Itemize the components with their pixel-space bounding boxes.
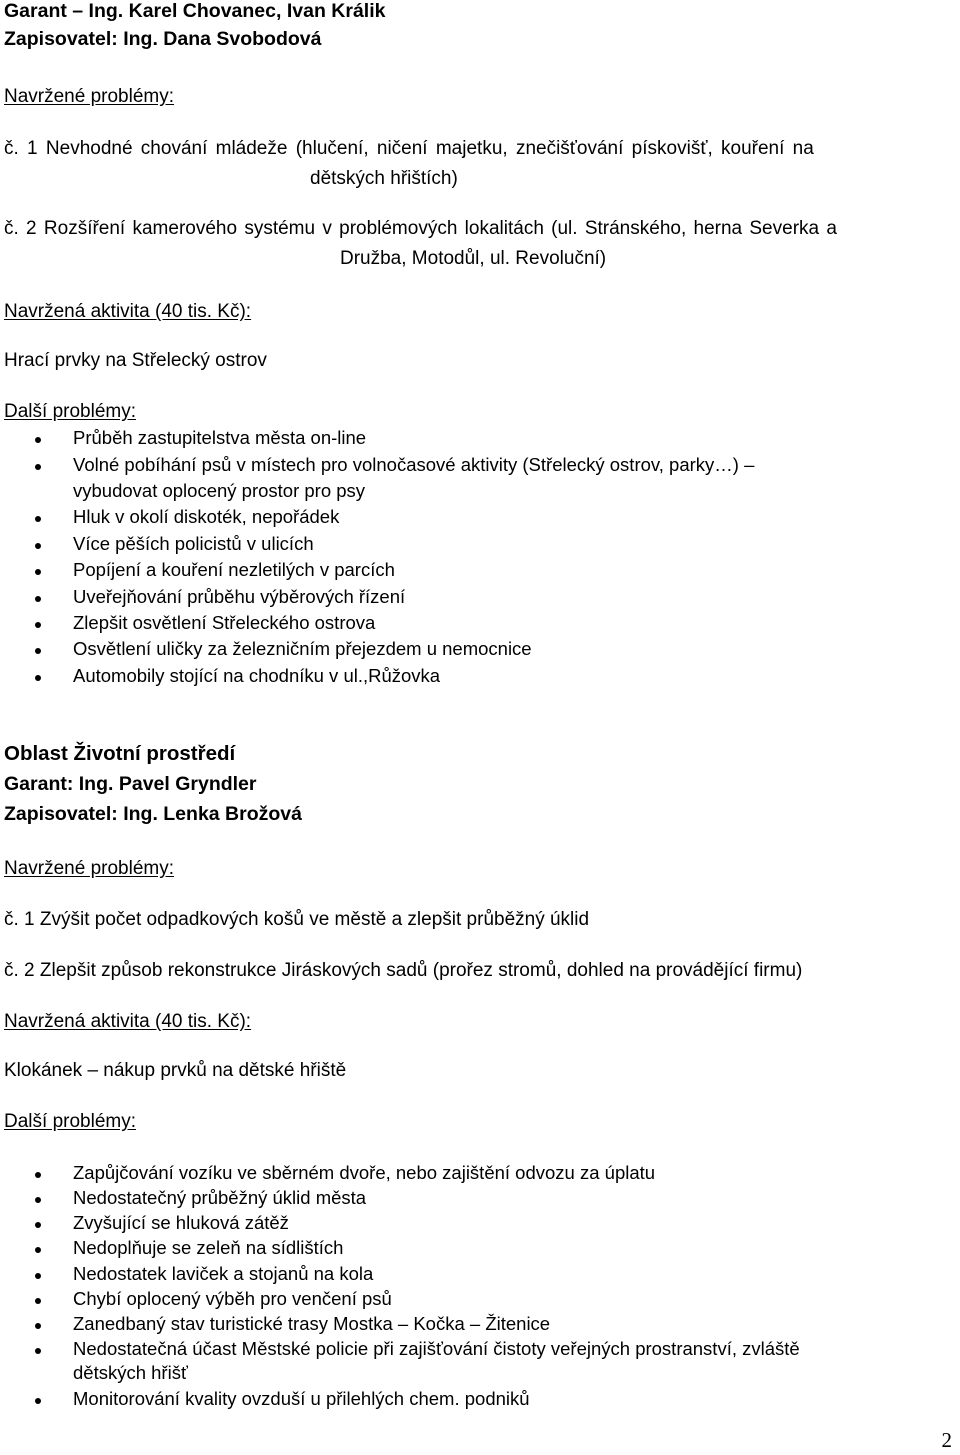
- section2-aktivita-text: Klokánek – nákup prvků na dětské hřiště: [4, 1060, 347, 1081]
- list-item-text: Zvyšující se hluková zátěž: [73, 1212, 289, 1233]
- section2-oblast-title: Oblast Životní prostředí: [4, 742, 236, 765]
- section1-aktivita-label: Navržená aktivita (40 tis. Kč):: [4, 301, 252, 322]
- bullet-icon: [35, 1172, 41, 1178]
- section2-aktivita-label: Navržená aktivita (40 tis. Kč):: [4, 1011, 252, 1032]
- bullet-icon: [35, 675, 41, 681]
- section1-problem2-line1: č. 2 Rozšíření kamerového systému v problémových lokalitách (ul. Stránského, herna Severka a: [4, 218, 837, 239]
- bullet-icon: [35, 1222, 41, 1228]
- list-item-text: Více pěších policistů v ulicích: [73, 533, 314, 554]
- section1-zapisovatel: Zapisovatel: Ing. Dana Svobodová: [4, 28, 322, 50]
- list-item-text: Průběh zastupitelstva města on-line: [73, 427, 367, 448]
- list-item-text: Volné pobíhání psů v místech pro volnočasové aktivity (Střelecký ostrov, parky…) –: [73, 454, 755, 475]
- list-item-text: Monitorování kvality ovzduší u přilehlých chem. podniků: [73, 1388, 530, 1409]
- section2-zapisovatel: Zapisovatel: Ing. Lenka Brožová: [4, 803, 302, 825]
- list-item-text: Hluk v okolí diskoték, nepořádek: [73, 506, 340, 527]
- bullet-icon: [35, 1398, 41, 1404]
- list-item-text: Popíjení a kouření nezletilých v parcích: [73, 559, 395, 580]
- list-item-text: Zanedbaný stav turistické trasy Mostka – Kočka – Žitenice: [73, 1313, 551, 1334]
- section1-aktivita-text: Hrací prvky na Střelecký ostrov: [4, 350, 267, 371]
- section2-dalsi-problemy-label: Další problémy:: [4, 1111, 136, 1132]
- bullet-icon: [35, 437, 41, 443]
- list-item-text: Zapůjčování vozíku ve sběrném dvoře, nebo zajištění odvozu za úplatu: [73, 1162, 656, 1183]
- section2-problem1: č. 1 Zvýšit počet odpadkových košů ve městě a zlepšit průběžný úklid: [4, 909, 590, 930]
- bullet-icon: [35, 464, 41, 470]
- section1-problem2-line2: Družba, Motodůl, ul. Revoluční): [340, 248, 607, 269]
- bullet-icon: [35, 1298, 41, 1304]
- list-item-text: Chybí oplocený výběh pro venčení psů: [73, 1288, 392, 1309]
- section1-garant: Garant – Ing. Karel Chovanec, Ivan Králik: [4, 0, 386, 22]
- list-item-text: Zlepšit osvětlení Střeleckého ostrova: [73, 612, 376, 633]
- bullet-icon: [35, 1323, 41, 1329]
- list-item-text: Osvětlení uličky za železničním přejezdem u nemocnice: [73, 638, 532, 659]
- section2-problem2: č. 2 Zlepšit způsob rekonstrukce Jiráskových sadů (prořez stromů, dohled na provádějící firmu): [4, 960, 803, 981]
- list-item-text: dětských hřišť: [73, 1362, 188, 1383]
- bullet-icon: [35, 569, 41, 575]
- list-item-text: Nedostatečná účast Městské policie při zajišťování čistoty veřejných prostranství, zvláště: [73, 1338, 800, 1359]
- bullet-icon: [35, 516, 41, 522]
- bullet-icon: [35, 622, 41, 628]
- list-item-text: Automobily stojící na chodníku v ul.,Růžovka: [73, 665, 441, 686]
- bullet-icon: [35, 1348, 41, 1354]
- section2-garant: Garant: Ing. Pavel Gryndler: [4, 773, 257, 795]
- section1-problem1-line2: dětských hřištích): [310, 168, 458, 189]
- page-number: 2: [941, 1428, 952, 1452]
- bullet-icon: [35, 1273, 41, 1279]
- list-item-text: vybudovat oplocený prostor pro psy: [73, 480, 366, 501]
- section1-dalsi-problemy-label: Další problémy:: [4, 401, 136, 422]
- section2-navrzene-problemy-label: Navržené problémy:: [4, 858, 175, 879]
- list-item-text: Nedoplňuje se zeleň na sídlištích: [73, 1237, 344, 1258]
- section1-problem1-line1: č. 1 Nevhodné chování mládeže (hlučení, ničení majetku, znečišťování pískovišť, kouření na: [4, 138, 814, 159]
- bullet-icon: [35, 1247, 41, 1253]
- bullet-icon: [35, 596, 41, 602]
- bullet-icon: [35, 1197, 41, 1203]
- list-item-text: Uveřejňování průběhu výběrových řízení: [73, 586, 406, 607]
- section1-navrzene-problemy-label: Navržené problémy:: [4, 86, 175, 107]
- bullet-icon: [35, 648, 41, 654]
- list-item-text: Nedostatek laviček a stojanů na kola: [73, 1263, 374, 1284]
- list-item-text: Nedostatečný průběžný úklid města: [73, 1187, 367, 1208]
- bullet-icon: [35, 543, 41, 549]
